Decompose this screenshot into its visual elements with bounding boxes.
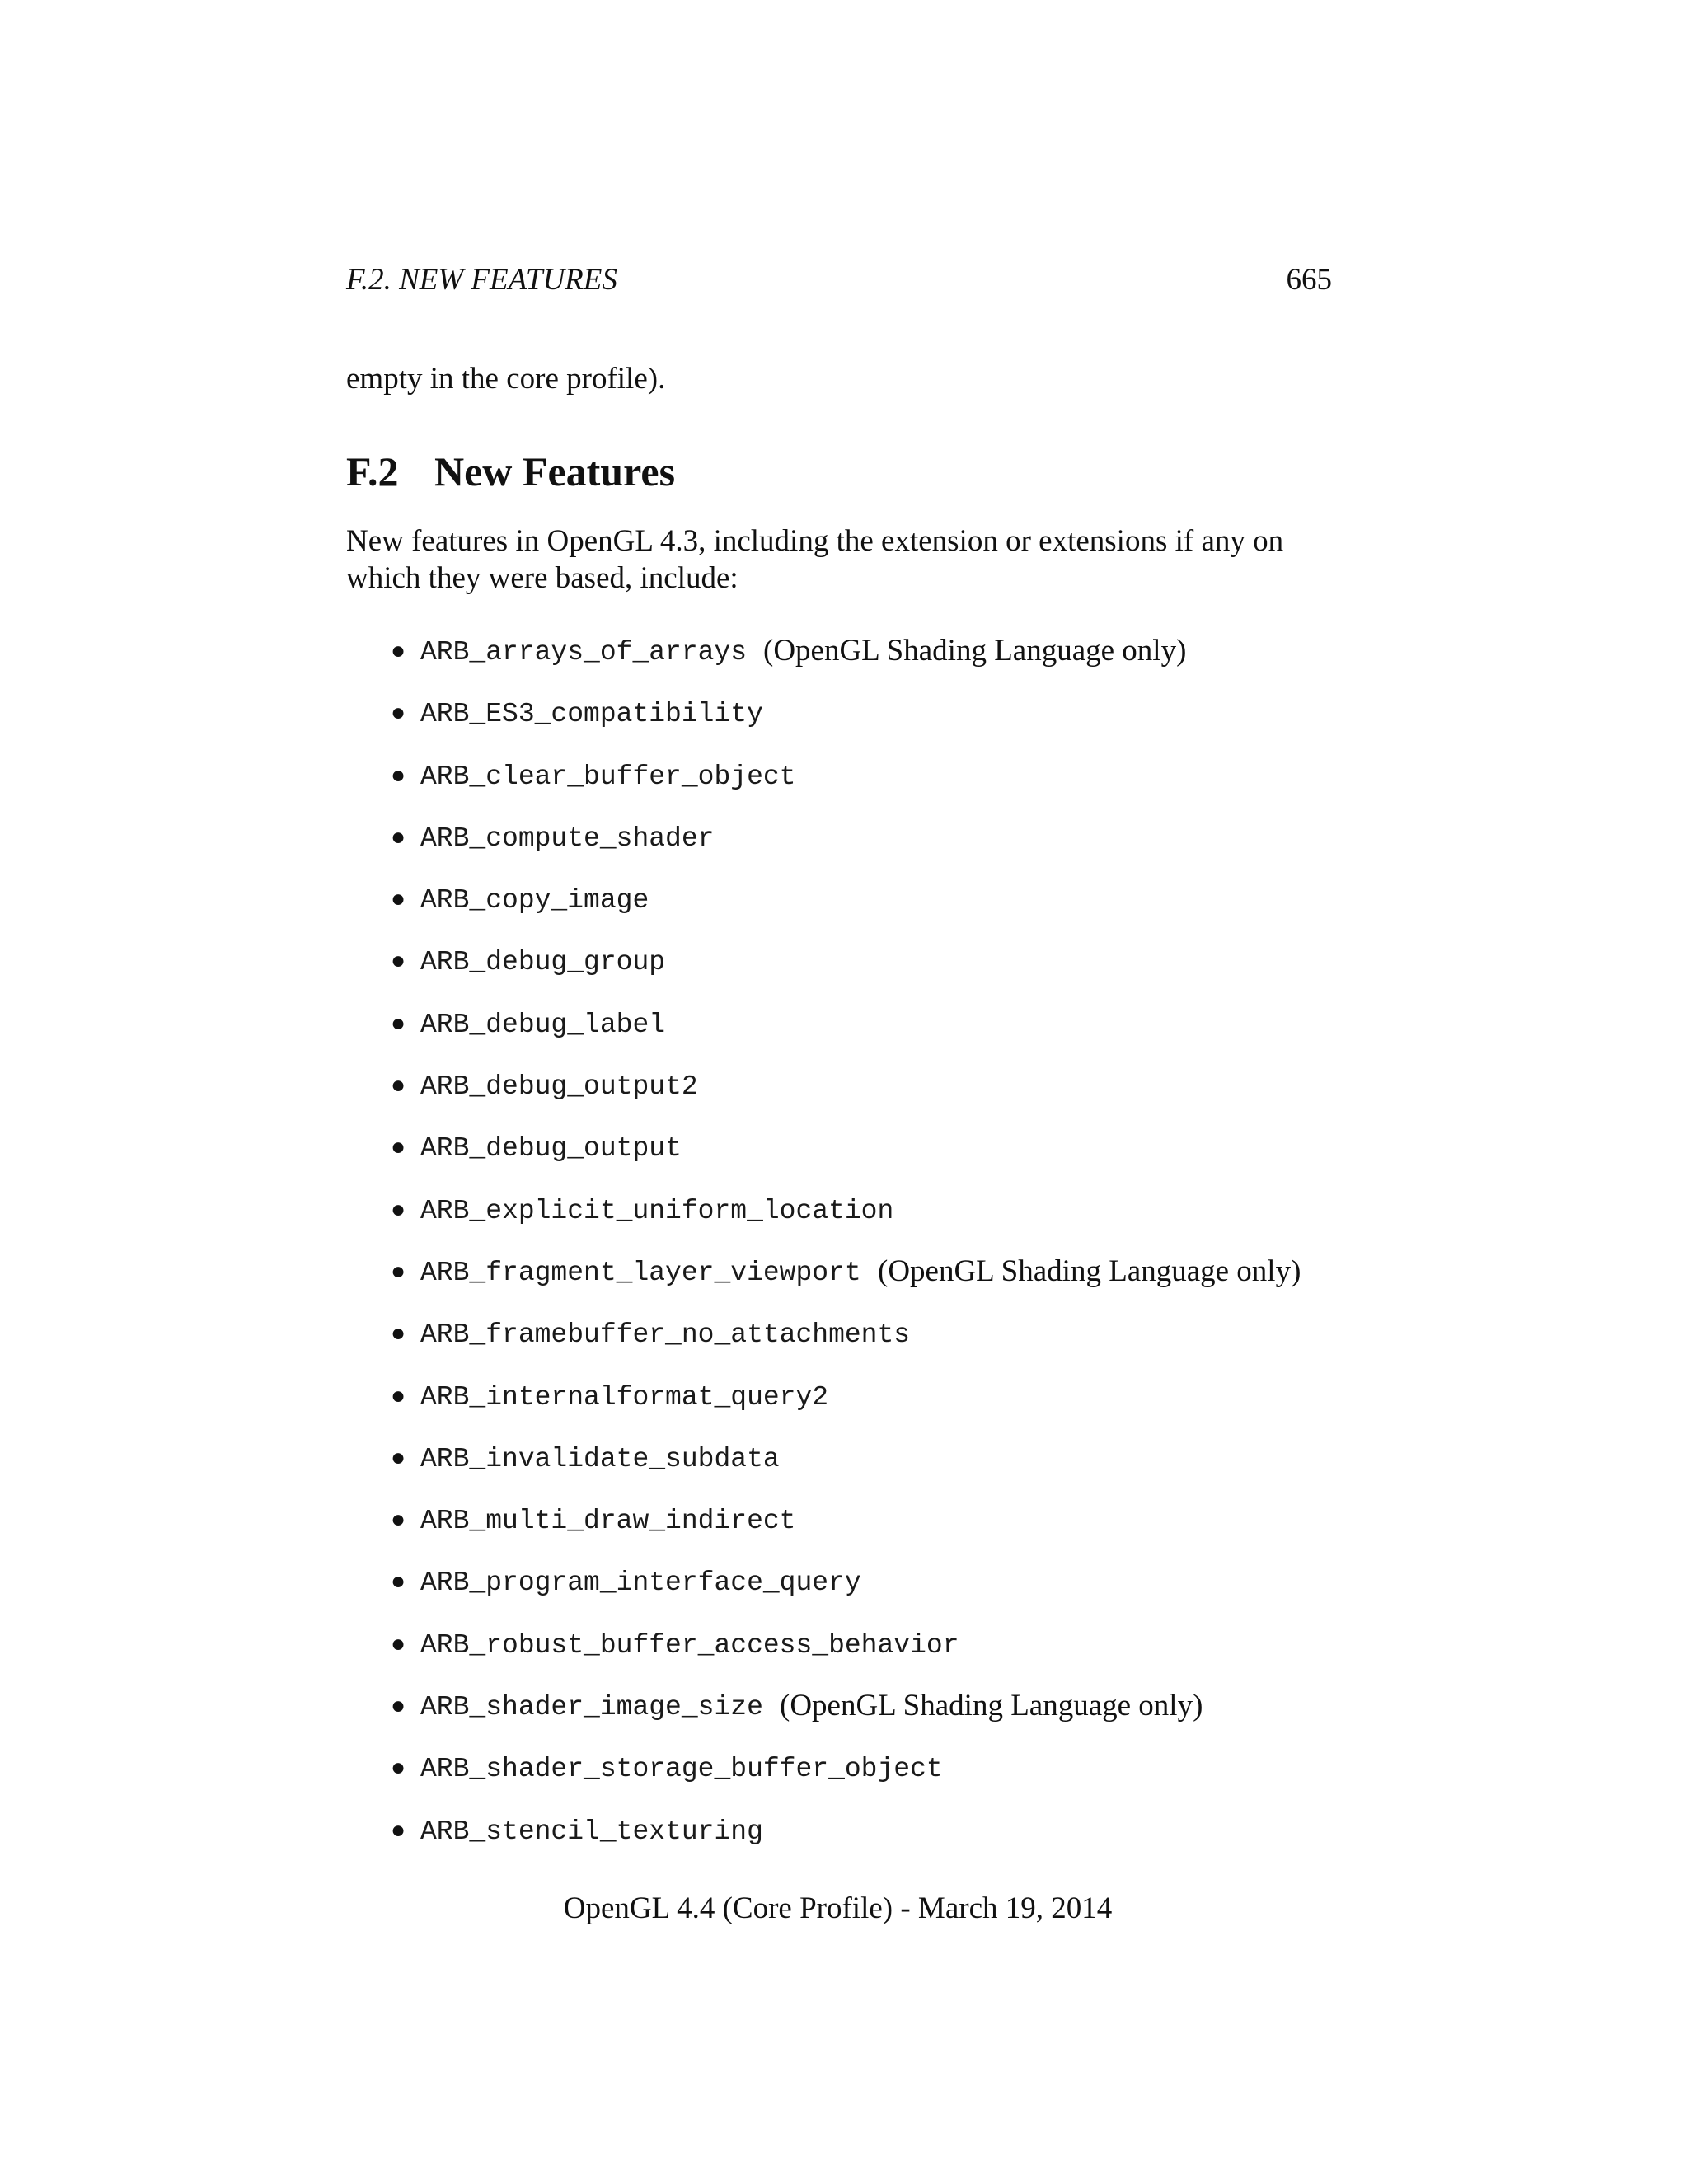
bullet-icon: ●: [391, 1009, 406, 1037]
continued-text: empty in the core profile).: [346, 362, 666, 396]
section-number: F.2: [346, 448, 399, 494]
extension-name: ARB_debug_label: [420, 1009, 666, 1040]
bullet-icon: ●: [391, 1692, 406, 1720]
bullet-icon: ●: [391, 1257, 406, 1285]
extension-name: ARB_invalidate_subdata: [420, 1443, 780, 1474]
extension-name: ARB_copy_image: [420, 885, 649, 916]
extension-name: ARB_explicit_uniform_location: [420, 1195, 894, 1226]
extension-name: ARB_clear_buffer_object: [420, 761, 796, 792]
bullet-icon: ●: [391, 823, 406, 851]
bullet-icon: ●: [391, 1381, 406, 1409]
list-item: [0, 1004, 1688, 1066]
list-item: [0, 693, 1688, 755]
extension-note: (OpenGL Shading Language only): [780, 1689, 1203, 1723]
list-item: [0, 1500, 1688, 1562]
list-item: [0, 1438, 1688, 1500]
page-footer: OpenGL 4.4 (Core Profile) - March 19, 2014: [563, 1891, 1113, 1925]
bullet-icon: ●: [391, 947, 406, 975]
extension-name: ARB_internalformat_query2: [420, 1381, 829, 1413]
bullet-icon: ●: [391, 1754, 406, 1782]
intro-paragraph: New features in OpenGL 4.3, including the extension or extensions if any on which they were based, include:: [346, 524, 1284, 595]
section-heading: [346, 447, 675, 496]
feature-list: [0, 631, 1688, 1872]
extension-name: ARB_debug_group: [420, 947, 666, 978]
bullet-icon: ●: [391, 761, 406, 789]
bullet-icon: ●: [391, 885, 406, 913]
list-item: [0, 1686, 1688, 1748]
bullet-icon: ●: [391, 1443, 406, 1471]
extension-name: ARB_debug_output: [420, 1133, 682, 1165]
list-item: [0, 1376, 1688, 1438]
page-number: 665: [1286, 263, 1332, 297]
extension-name: ARB_shader_storage_buffer_object: [420, 1754, 943, 1785]
list-item: [0, 1127, 1688, 1189]
list-item: [0, 1811, 1688, 1872]
list-item: [0, 1252, 1688, 1314]
extension-note: (OpenGL Shading Language only): [878, 1254, 1301, 1288]
extension-name: ARB_debug_output2: [420, 1071, 698, 1103]
list-item: [0, 1190, 1688, 1252]
bullet-icon: ●: [391, 699, 406, 727]
section-title: New Features: [434, 448, 676, 494]
list-item: [0, 941, 1688, 1003]
extension-name: ARB_stencil_texturing: [420, 1816, 763, 1847]
extension-name: ARB_ES3_compatibility: [420, 699, 763, 730]
extension-name: ARB_fragment_layer_viewport: [420, 1257, 861, 1288]
bullet-icon: ●: [391, 1506, 406, 1534]
extension-name: ARB_framebuffer_no_attachments: [420, 1319, 911, 1351]
extension-name: ARB_multi_draw_indirect: [420, 1506, 796, 1537]
list-item: [0, 756, 1688, 818]
list-item: [0, 818, 1688, 879]
list-item: [0, 1314, 1688, 1376]
bullet-icon: ●: [391, 1071, 406, 1099]
extension-name: ARB_shader_image_size: [420, 1692, 763, 1723]
list-item: [0, 1748, 1688, 1810]
list-item: [0, 1624, 1688, 1686]
bullet-icon: ●: [391, 1195, 406, 1223]
list-item: [0, 631, 1688, 693]
extension-name: ARB_program_interface_query: [420, 1568, 861, 1599]
running-head-section: F.2. NEW FEATURES: [346, 263, 617, 297]
list-item: [0, 879, 1688, 941]
extension-note: (OpenGL Shading Language only): [763, 634, 1187, 668]
extension-name: ARB_arrays_of_arrays: [420, 637, 748, 668]
running-head: [346, 260, 1332, 300]
extension-name: ARB_compute_shader: [420, 823, 715, 854]
bullet-icon: ●: [391, 1629, 406, 1657]
bullet-icon: ●: [391, 637, 406, 664]
bullet-icon: ●: [391, 1133, 406, 1161]
bullet-icon: ●: [391, 1568, 406, 1596]
list-item: [0, 1066, 1688, 1127]
list-item: [0, 1562, 1688, 1624]
bullet-icon: ●: [391, 1319, 406, 1347]
bullet-icon: ●: [391, 1816, 406, 1844]
extension-name: ARB_robust_buffer_access_behavior: [420, 1629, 959, 1661]
